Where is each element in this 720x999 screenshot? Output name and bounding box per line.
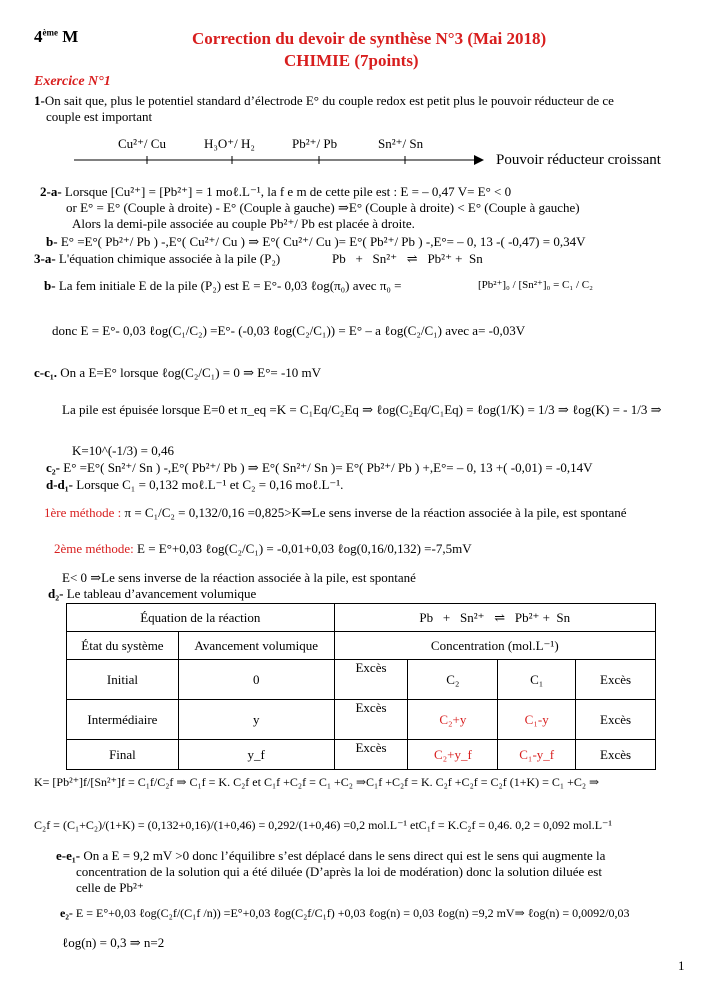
equation-cell: Pb + Sn²⁺ ⇌ Pb²⁺ + Sn xyxy=(334,604,655,632)
advancement-header: Avancement volumique xyxy=(178,632,334,660)
q3c1-line1: c-c₁. On a E=E° lorsque ℓog(C₂/C₁) = 0 ⇒ E°= -10 mV xyxy=(34,365,322,380)
q1-line2: couple est important xyxy=(46,109,153,124)
axis-couple-2: H₃O⁺/ H₂ xyxy=(204,136,255,151)
table-row: Initial 0 Excès C₂ C₁ Excès xyxy=(67,660,656,700)
q3c2-line: c₂- E° =E°( Sn²⁺/ Sn ) -,E°( Pb²⁺/ Pb ) ⇒ E°( Sn²⁺/ Sn )= E°( Pb²⁺/ Pb ) +,E°= – 0, 13 +( -0,01) = -0,14V xyxy=(46,460,593,475)
q2a-line1: 2-a- Lorsque [Cu²⁺] = [Pb²⁺] = 1 moℓ.L⁻¹, la f e m de cette pile est : E = – 0,47 V= E° < 0 xyxy=(40,184,512,199)
page-number: 1 xyxy=(678,958,685,973)
q2a-line3: Alors la demi-pile associée au couple Pb²⁺/ Pb est placée à droite. xyxy=(72,216,415,231)
state-header: État du système xyxy=(67,632,179,660)
axis-label: Pouvoir réducteur croissant xyxy=(496,152,661,168)
q3b-fraction: [Pb²⁺]₀ / [Sn²⁺]₀ = C₁ / C₂ xyxy=(478,279,593,291)
page-title: Correction du devoir de synthèse N°3 (Mai 2018) xyxy=(192,29,547,48)
k-relation-line1: K= [Pb²⁺]f/[Sn²⁺]f = C₁f/C₂f ⇒ C₁f = K. C₂f et C₁f +C₂f = C₁ +C₂ ⇒C₁f +C₂f = K. C₂f +C₂f = C₂f (1+K) = C₁ +C₂ ⇒ xyxy=(34,775,600,789)
axis-couple-4: Sn²⁺/ Sn xyxy=(378,136,424,151)
e1-line3: celle de Pb²⁺ xyxy=(76,880,144,895)
advancement-table xyxy=(66,603,656,770)
q1-line1: 1-On sait que, plus le potentiel standard d’électrode E° du couple redox est petit plus le pouvoir réducteur de ce xyxy=(34,93,614,108)
e2-line2: ℓog(n) = 0,3 ⇒ n=2 xyxy=(62,935,165,950)
page-subtitle: CHIMIE (7points) xyxy=(284,51,419,70)
e1-line2: concentration de la solution qui a été diluée (D’après la loi de modération) donc la solution diluée est xyxy=(76,864,602,879)
table-row: Final y_f Excès C₂+y_f C₁-y_f Excès xyxy=(67,740,656,770)
reducing-power-axis xyxy=(70,150,490,170)
q3d1-conclusion: E< 0 ⇒Le sens inverse de la réaction associée à la pile, est spontané xyxy=(62,570,416,585)
q3d1-method2: 2ème méthode: E = E°+0,03 ℓog(C₂/C₁) = -0,01+0,03 ℓog(0,16/0,132) =-7,5mV xyxy=(54,541,472,556)
q3d2-line: d₂- Le tableau d’avancement volumique xyxy=(48,586,257,601)
q3a-equation: Pb + Sn²⁺ ⇌ Pb²⁺ + Sn xyxy=(332,251,483,266)
exercise-title: Exercice N°1 xyxy=(34,74,111,89)
k-relation-line2: C₂f = (C₁+C₂)/(1+K) = (0,132+0,16)/(1+0,46) = 0,292/(1+0,46) =0,2 mol.L⁻¹ etC₁f = K.C₂f = 0,46. 0,2 = 0,092 mol.L⁻¹ xyxy=(34,818,612,832)
concentration-header: Concentration (mol.L⁻¹) xyxy=(334,632,655,660)
q2b-line: b- E° =E°( Pb²⁺/ Pb ) -,E°( Cu²⁺/ Cu ) ⇒ E°( Cu²⁺/ Cu )= E°( Pb²⁺/ Pb ) -,E°= – 0, 13 -( -0,47) = 0,34V xyxy=(46,234,586,249)
q3b-line1: b- La fem initiale E de la pile (P₂) est E = E°- 0,03 ℓog(π₀) avec π₀ = xyxy=(44,278,402,293)
q3b-line2: donc E = E°- 0,03 ℓog(C₁/C₂) =E°- (-0,03 ℓog(C₂/C₁)) = E° – a ℓog(C₂/C₁) avec a= -0,03V xyxy=(52,323,526,338)
q3c1-line2: La pile est épuisée lorsque E=0 et π_eq =K = C₁Eq/C₂Eq ⇒ ℓog(C₂Eq/C₁Eq) = ℓog(1/K) = 1/3 ⇒ ℓog(K) = - 1/3 ⇒ xyxy=(62,402,662,417)
level-label: 4ème M xyxy=(34,27,79,46)
table-row: Intermédiaire y Excès C₂+y C₁-y Excès xyxy=(67,700,656,740)
axis-couple-1: Cu²⁺/ Cu xyxy=(118,136,166,151)
e1-line1: e-e₁- On a E = 9,2 mV >0 donc l’équilibre s’est déplacé dans le sens direct qui est le sens qui augmente la xyxy=(56,848,606,863)
q3a-line: 3-a- L'équation chimique associée à la pile (P₂) xyxy=(34,251,281,266)
q3d1-line: d-d₁- Lorsque C₁ = 0,132 moℓ.L⁻¹ et C₂ = 0,16 moℓ.L⁻¹. xyxy=(46,477,344,492)
equation-header: Équation de la réaction xyxy=(67,604,335,632)
q2a-line2: or E° = E° (Couple à droite) - E° (Couple à gauche) ⇒E° (Couple à droite) < E° (Couple à gauche) xyxy=(66,200,580,215)
e2-line1: e₂- E = E°+0,03 ℓog(C₂f/(C₁f /n)) =E°+0,03 ℓog(C₂f/C₁f) +0,03 ℓog(n) = 0,03 ℓog(n) =9,2 mV⇒ ℓog(n) = 0,0092/0,03 xyxy=(60,906,630,920)
q3c1-line3: K=10^(-1/3) = 0,46 xyxy=(72,443,175,458)
q3d1-method1: 1ère méthode : π = C₁/C₂ = 0,132/0,16 =0,825>K⇒Le sens inverse de la réaction associée à la pile, est spontané xyxy=(44,505,627,520)
axis-couple-3: Pb²⁺/ Pb xyxy=(292,136,338,151)
